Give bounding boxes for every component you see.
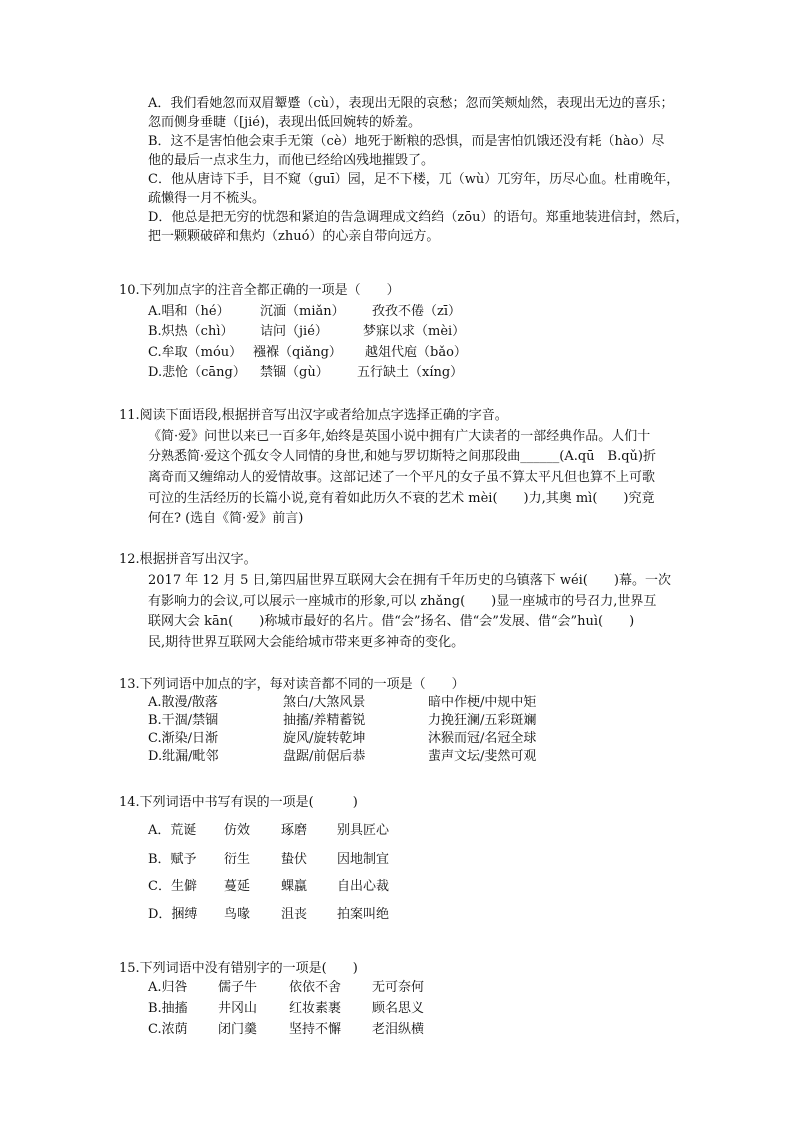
intro-line: 把一颗颗破碎和焦灼（zhuó）的心亲自带向远方。 <box>148 229 440 244</box>
q14-option-d-word: 拍案叫绝 <box>337 907 390 922</box>
intro-line: C．他从唐诗下手，目不窥（guī）园，足不下楼，兀（wù）兀穷年，历尽心血。杜甫晚年， <box>148 172 680 187</box>
q14-option-a-word: 别具匠心 <box>337 823 390 838</box>
q14-option-d-word: 沮丧 <box>281 907 308 922</box>
q14-option-b-word: 衍生 <box>224 852 251 867</box>
q11-passage-line: 《简·爱》问世以来已一百多年,始终是英国小说中拥有广大读者的一部经典作品。人们十 <box>148 429 651 444</box>
q12-passage-line: 有影响力的会议,可以展示一座城市的形象,可以 zhǎng( )显一座城市的号召力,世界互 <box>148 594 657 609</box>
q10-option-a-word: 沉湎（miǎn） <box>260 304 345 319</box>
q10-option-d-word: 禁锢（gù） <box>260 365 329 380</box>
question-14-stem: 14.下列词语中书写有误的一项是( ) <box>119 795 358 810</box>
q14-option-a: A．荒诞 <box>148 823 197 838</box>
q14-option-d-word: 鸟喙 <box>224 907 251 922</box>
q15-option-b: B.抽搐 <box>148 1001 188 1016</box>
q13-option-b-word: 力挽狂澜/五彩斑斓 <box>428 713 537 728</box>
question-15-stem: 15.下列词语中没有错别字的一项是( ) <box>119 961 358 976</box>
question-11-stem: 11.阅读下面语段,根据拼音写出汉字或者给加点字选择正确的字音。 <box>119 408 508 423</box>
q15-option-b-word: 红妆素裹 <box>289 1001 342 1016</box>
q12-passage-line: 2017 年 12 月 5 日,第四届世界互联网大会在拥有千年历史的乌镇落下 wéi( )幕。一次 <box>148 573 671 588</box>
q12-passage-line: 联网大会 kān( )称城市最好的名片。借“会”扬名、借“会”发展、借“会”huì( ) <box>148 614 635 629</box>
q13-option-d: D.纰漏/毗邻 <box>148 749 219 764</box>
q14-option-c: C．生僻 <box>148 879 197 894</box>
q10-option-c-word: 越俎代庖（bǎo） <box>365 345 467 360</box>
question-13-stem: 13.下列词语中加点的字，每对读音都不同的一项是（ ） <box>119 677 465 692</box>
q10-option-d-word: 五行缺土（xíng） <box>357 365 464 380</box>
intro-line: 他的最后一点求生力，而他已经给凶残地摧毁了。 <box>148 153 435 168</box>
q14-option-b-word: 因地制宜 <box>337 852 390 867</box>
q15-option-c: C.浓荫 <box>148 1022 188 1037</box>
question-12-stem: 12.根据拼音写出汉字。 <box>119 552 257 567</box>
q13-option-c-word: 沐猴而冠/名冠全球 <box>428 731 537 746</box>
intro-line: B．这不是害怕他会束手无策（cè）地死于断粮的恐惧，而是害怕饥饿还没有耗（hào）尽 <box>148 134 665 149</box>
q15-option-a-word: 依依不舍 <box>289 980 342 995</box>
q10-option-d: D.悲怆（cāng） <box>148 365 246 380</box>
q13-option-a-word: 煞白/大煞风景 <box>283 695 366 710</box>
q15-option-b-word: 井冈山 <box>218 1001 258 1016</box>
q14-option-d: D．捆缚 <box>148 907 198 922</box>
q14-option-c-word: 自出心裁 <box>337 879 390 894</box>
q15-option-b-word: 顾名思义 <box>372 1001 425 1016</box>
intro-line: D．他总是把无穷的忧怨和紧迫的告急调理成文绉绉（zōu）的语句。郑重地装进信封，然后， <box>148 210 689 225</box>
q13-option-c-word: 旋风/旋转乾坤 <box>283 731 366 746</box>
q10-option-c: C.牟取（móu） <box>148 345 243 360</box>
q14-option-c-word: 蜾蠃 <box>281 879 308 894</box>
q10-option-a-word: 孜孜不倦（zī） <box>372 304 462 319</box>
q14-option-b-word: 蛰伏 <box>281 852 308 867</box>
q15-option-a: A.归咎 <box>148 980 188 995</box>
q10-option-b-word: 诘问（jié） <box>260 324 328 339</box>
q13-option-d-word: 蜚声文坛/斐然可观 <box>428 749 537 764</box>
q15-option-a-word: 儒子牛 <box>218 980 258 995</box>
q14-option-a-word: 仿效 <box>224 823 251 838</box>
q13-option-b-word: 抽搐/养精蓄锐 <box>283 713 366 728</box>
q13-option-d-word: 盘踞/前倨后恭 <box>283 749 366 764</box>
intro-line: 疏懒得一月不梳头。 <box>148 191 266 206</box>
intro-line: A．我们看她忽而双眉颦蹙（cù），表现出无限的哀愁；忽而笑颊灿然，表现出无边的喜乐； <box>148 96 674 111</box>
q13-option-c: C.渐染/日渐 <box>148 731 218 746</box>
q15-option-a-word: 无可奈何 <box>372 980 425 995</box>
question-10-stem: 10.下列加点字的注音全都正确的一项是（ ） <box>119 283 400 298</box>
q10-option-a: A.唱和（hé） <box>148 304 230 319</box>
q10-option-b-word: 梦寐以求（mèi） <box>363 324 466 339</box>
q13-option-a: A.散漫/散落 <box>148 695 218 710</box>
q10-option-c-word: 襁褓（qiǎng） <box>253 345 342 360</box>
q15-option-c-word: 坚持不懈 <box>289 1022 342 1037</box>
intro-line: 忽而侧身垂睫（[jié)，表现出低回婉转的娇羞。 <box>148 115 422 130</box>
q10-option-b: B.炽热（chì） <box>148 324 234 339</box>
q11-passage-line: 何在? (选自《简·爱》前言) <box>148 511 304 526</box>
q12-passage-line: 民,期待世界互联网大会能给城市带来更多神奇的变化。 <box>148 635 465 650</box>
q11-passage-line: 可泣的生活经历的长篇小说,竟有着如此历久不衰的艺术 mèi( )力,其奥 mì( )究竟 <box>148 491 655 506</box>
q14-option-a-word: 琢磨 <box>281 823 308 838</box>
q15-option-c-word: 老泪纵横 <box>372 1022 425 1037</box>
q11-passage-line: 分熟悉简·爱这个孤女令人同情的身世,和她与罗切斯特之间那段曲______(A.qū B.qǔ)折 <box>148 449 657 464</box>
q13-option-b: B.干涸/禁锢 <box>148 713 219 728</box>
q15-option-c-word: 闭门羹 <box>218 1022 258 1037</box>
q14-option-b: B．赋予 <box>148 852 197 867</box>
q14-option-c-word: 蔓延 <box>224 879 251 894</box>
q11-passage-line: 离奇而又缠绵动人的爱情故事。这部记述了一个平凡的女子虽不算太平凡但也算不上可歌 <box>148 470 656 485</box>
q13-option-a-word: 暗中作梗/中规中矩 <box>428 695 537 710</box>
